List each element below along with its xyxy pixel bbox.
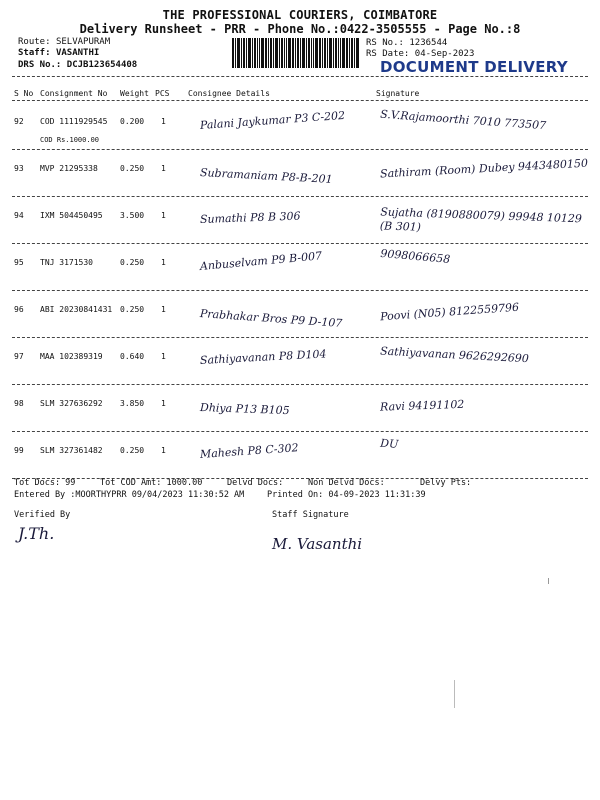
tot-docs: Tot Docs: 99	[14, 478, 76, 488]
col-header-consignment: Consignment No	[40, 89, 108, 98]
row-weight: 0.250	[120, 305, 145, 314]
row-pcs: 1	[161, 258, 166, 267]
row-pcs: 1	[161, 446, 166, 455]
row-sno: 96	[14, 305, 24, 314]
row-signature-handwriting: Ravi 94191102	[379, 397, 465, 414]
row-pcs: 1	[161, 352, 166, 361]
table-row	[0, 150, 600, 197]
scan-mark	[548, 578, 549, 584]
company-title: THE PROFESSIONAL COURIERS, COIMBATORE	[162, 8, 438, 22]
table-row	[0, 432, 600, 479]
row-signature-handwriting: 9098066658	[379, 246, 451, 266]
row-consignment-no: SLM 327636292	[40, 399, 103, 408]
col-header-weight: Weight	[120, 89, 149, 98]
staff-handwritten-signature: M. Vasanthi	[272, 535, 363, 553]
col-header-pcs: PCS	[155, 89, 170, 98]
non-delivered-docs: Non Delvd Docs:	[308, 478, 385, 488]
route-value: SELVAPURAM	[55, 37, 111, 47]
rs-date-value: 04-Sep-2023	[414, 49, 475, 59]
delivered-docs: Delvd Docs:	[227, 478, 284, 488]
row-consignee-handwriting: Sumathi P8 B 306	[199, 209, 301, 226]
staff-label: Staff:	[18, 48, 51, 58]
table-row	[0, 103, 600, 150]
column-header-divider	[12, 100, 588, 101]
row-sno: 92	[14, 117, 24, 126]
tot-cod-amount: Tot COD Amt: 1000.00	[100, 478, 203, 488]
row-divider	[12, 478, 588, 479]
row-weight: 0.640	[120, 352, 145, 361]
row-consignee-handwriting: Palani Jaykumar P3 C-202	[199, 108, 346, 132]
rs-no-value: 1236544	[409, 38, 448, 48]
header-divider	[12, 76, 588, 77]
row-sno: 97	[14, 352, 24, 361]
row-signature-handwriting: Sujatha (8190880079) 99948 10129 (B 301)	[379, 205, 583, 234]
rs-no-label: RS No.:	[366, 38, 404, 48]
row-consignee-handwriting: Subramaniam P8-B-201	[199, 166, 333, 186]
entered-by: Entered By :MOORTHYPRR 09/04/2023 11:30:52 AM	[14, 490, 245, 500]
drs-label: DRS No.:	[18, 60, 62, 70]
row-sno: 93	[14, 164, 24, 173]
col-header-sno: S No	[14, 89, 34, 98]
row-consignment-no: IXM 504450495	[40, 211, 103, 220]
runsheet-subtitle: Delivery Runsheet - PRR - Phone No.:0422-3505555 - Page No.:8	[79, 22, 521, 36]
staff-line	[18, 48, 99, 58]
row-pcs: 1	[161, 164, 166, 173]
row-consignee-handwriting: Mahesh P8 C-302	[199, 441, 299, 461]
row-consignee-handwriting: Prabhakar Bros P9 D-107	[199, 307, 343, 330]
row-weight: 3.850	[120, 399, 145, 408]
rs-no-line	[366, 38, 447, 48]
row-signature-handwriting: Sathiyavanan 9626292690	[379, 344, 530, 366]
verified-by-label: Verified By	[14, 510, 71, 520]
drs-value: DCJB123654408	[66, 60, 138, 70]
row-cod-amount: COD Rs.1000.00	[40, 136, 100, 144]
route-label: Route:	[18, 37, 51, 47]
row-pcs: 1	[161, 305, 166, 314]
row-consignee-handwriting: Sathiyavanan P8 D104	[199, 347, 327, 367]
barcode-image	[232, 38, 360, 68]
table-row	[0, 338, 600, 385]
row-signature-handwriting: S.V.Rajamoorthi 7010 773507	[379, 107, 547, 133]
col-header-signature: Signature	[376, 89, 420, 98]
row-pcs: 1	[161, 117, 166, 126]
row-consignment-no: SLM 327361482	[40, 446, 103, 455]
row-signature-handwriting: DU	[379, 436, 399, 451]
row-signature-handwriting: Poovi (N05) 8122559796	[379, 300, 520, 324]
row-consignee-handwriting: Anbuselvam P9 B-007	[199, 249, 323, 273]
table-row	[0, 291, 600, 338]
printed-on: Printed On: 04-09-2023 11:31:39	[267, 490, 426, 500]
verified-by-signature: J.Th.	[18, 524, 55, 543]
row-signature-handwriting: Sathiram (Room) Dubey 9443480150	[379, 156, 589, 181]
row-sno: 94	[14, 211, 24, 220]
rs-date-label: RS Date:	[366, 49, 410, 59]
delivery-points: Delvy Pts:	[420, 478, 472, 488]
row-weight: 0.250	[120, 258, 145, 267]
row-weight: 0.250	[120, 446, 145, 455]
table-row	[0, 244, 600, 291]
col-header-details: Consignee Details	[188, 89, 270, 98]
row-consignee-handwriting: Dhiya P13 B105	[199, 401, 290, 418]
row-consignment-no: ABI 20230841431	[40, 305, 113, 314]
row-consignment-no: MAA 102389319	[40, 352, 103, 361]
staff-signature-label: Staff Signature	[272, 510, 349, 520]
row-sno: 98	[14, 399, 24, 408]
route-line	[18, 37, 110, 47]
row-consignment-no: TNJ 3171530	[40, 258, 93, 267]
table-row	[0, 385, 600, 432]
table-row	[0, 197, 600, 244]
document-delivery-stamp: DOCUMENT DELIVERY	[380, 58, 568, 76]
row-consignment-no: COD 1111929545	[40, 117, 108, 126]
scan-mark	[454, 680, 455, 708]
drs-line	[18, 60, 137, 70]
row-pcs: 1	[161, 399, 166, 408]
row-weight: 3.500	[120, 211, 145, 220]
row-weight: 0.200	[120, 117, 145, 126]
row-pcs: 1	[161, 211, 166, 220]
staff-value: VASANTHI	[55, 48, 100, 58]
row-sno: 99	[14, 446, 24, 455]
row-weight: 0.250	[120, 164, 145, 173]
blank-page-area	[0, 560, 600, 800]
row-consignment-no: MVP 21295338	[40, 164, 98, 173]
row-sno: 95	[14, 258, 24, 267]
